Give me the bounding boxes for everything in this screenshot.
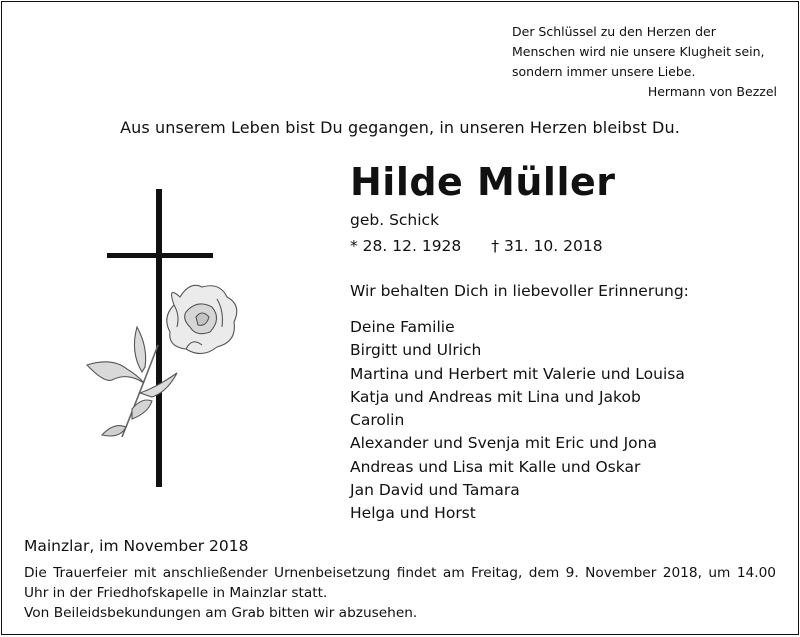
quote-block <box>512 22 777 102</box>
birth-date: * 28. 12. 1928 <box>350 237 462 255</box>
mourner-entry: Jan David und Tamara <box>350 481 520 500</box>
mourners-list <box>350 316 685 526</box>
birth-name: geb. Schick <box>350 211 440 229</box>
place-and-date: Mainzlar, im November 2018 <box>24 537 249 555</box>
mourner-entry: Birgitt und Ulrich <box>350 341 482 360</box>
mourner-entry: Helga und Horst <box>350 504 476 523</box>
condolence-text: Von Beileidsbekundungen am Grab bitten wir abzusehen. <box>24 605 418 621</box>
mourner-entry: Katja und Andreas mit Lina und Jakob <box>350 387 641 406</box>
quote-line: Der Schlüssel zu den Herzen der <box>512 24 716 39</box>
mourner-entry: Carolin <box>350 411 405 430</box>
life-dates <box>350 237 603 255</box>
quote-author: Hermann von Bezzel <box>647 84 777 99</box>
motto: Aus unserem Leben bist Du gegangen, in unseren Herzen bleibst Du. <box>120 118 680 137</box>
ceremony-text: Die Trauerfeier mit anschließender Urnenbeisetzung findet am Freitag, dem 9. November 2018, um 14.00 Uhr in der Friedhofskapelle in Mainzlar statt. <box>24 565 776 601</box>
deceased-name: Hilde Müller <box>350 160 616 204</box>
cross-with-rose-illustration <box>82 187 242 492</box>
quote-line: Menschen wird nie unsere Klugheit sein, <box>512 44 765 59</box>
mourner-entry: Alexander und Svenja mit Eric und Jona <box>350 434 657 453</box>
death-date: † 31. 10. 2018 <box>491 237 603 255</box>
mourner-entry: Andreas und Lisa mit Kalle und Oskar <box>350 457 641 476</box>
memory-line: Wir behalten Dich in liebevoller Erinnerung: <box>350 282 689 300</box>
quote-line: sondern immer unsere Liebe. <box>512 64 696 79</box>
mourner-entry: Deine Familie <box>350 318 455 336</box>
obituary-notice <box>1 1 799 635</box>
funeral-info <box>24 563 776 623</box>
mourner-entry: Martina und Herbert mit Valerie und Louisa <box>350 364 685 383</box>
